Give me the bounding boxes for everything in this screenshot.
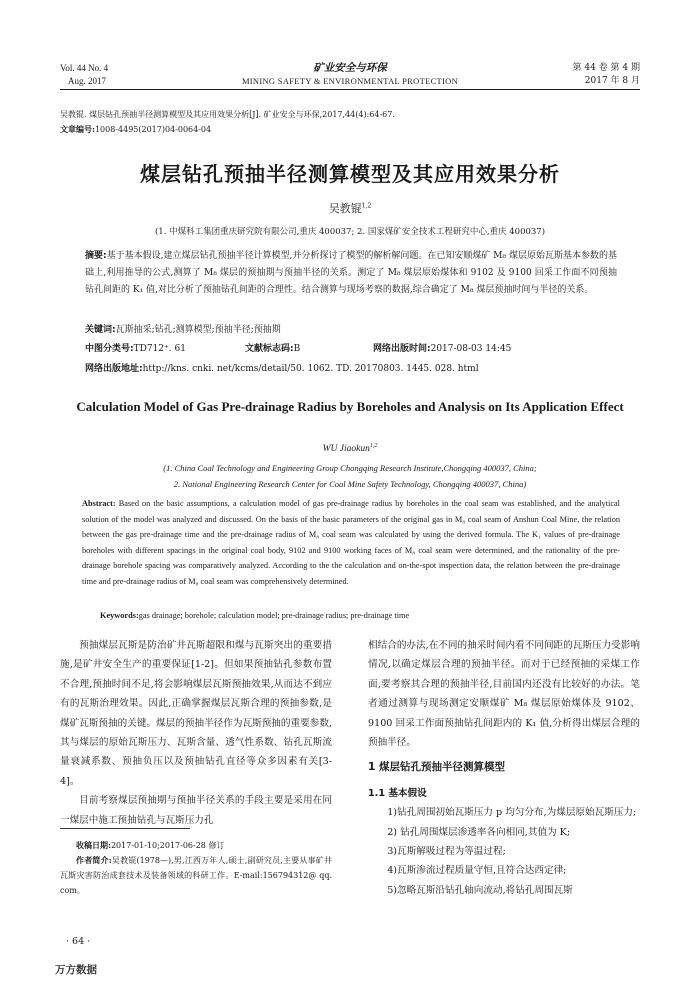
volume-issue-cn: 第 44 卷 第 4 期 xyxy=(572,63,640,73)
page-number: · 64 · xyxy=(66,936,91,947)
author-name-en: WU Jiaokun xyxy=(322,444,370,455)
keywords-cn-text: 瓦斯抽采;钻孔;测算模型;预抽半径;预抽期 xyxy=(115,325,281,335)
abstract-cn-label: 摘要: xyxy=(85,251,107,261)
body-column-right xyxy=(368,636,640,900)
volume-issue-en: Vol. 44 No. 4 xyxy=(60,63,109,73)
clc-label: 中图分类号: xyxy=(85,344,134,354)
footnote xyxy=(60,838,332,898)
received-dates: 2017-01-10;2017-06-28 修订 xyxy=(110,841,225,850)
assumption-item: 2) 钻孔周围煤层渗透率各向相同,其值为 K; xyxy=(387,826,571,838)
citation-reference: 吴教锟. 煤层钻孔预抽半径测算模型及其应用效果分析[J]. 矿业安全与环保,2017,44(4):64-67. xyxy=(60,110,395,119)
footnote-divider xyxy=(60,828,190,829)
abstract-en-text: Based on the basic assumptions, a calculation model of gas pre-drainage radius by boreholes in the coal seam was established, and the analytical solution of the model was analyzed and discussed. On the basis of the basic parameters of the original gas in M₈ coal seam of Anshun Coal Mine, the relation between the gas pre-drainage time and the pre-drainage radius of M₈ coal seam was calculated by using the derived formula. The K₁ values of pre-drainage boreholes with different spacings in the original coal body, 9102 and 9100 working faces of M₈ coal seam were determined, and the rationality of the pre-drainage borehole spacing was comparatively analyzed. According to the the calculation and on-the-spot inspection data, the relation between the pre-drainage time and pre-drainage radius of M₈ coal seam was comprehensively determined. xyxy=(82,499,620,586)
section-heading-1: 1 煤层钻孔预抽半径测算模型 xyxy=(368,761,505,774)
body-paragraph: 相结合的办法,在不同的抽采时间内看不同间距的瓦斯压力受影响情况,以确定煤层合理的预抽半径。而对于已经预抽的采煤工作面,要考察其合理的预抽半径,目前国内还没有比较好的办法。笔者通过测算与现场测定安顺煤矿 M₈ 煤层原始煤体及 9102、9100 回采工作面预抽钻孔间距内的 K₁ 值,分析得出煤层合理的预抽半径。 xyxy=(368,640,640,749)
date-en: Aug. 2017 xyxy=(68,76,106,86)
journal-title-en: MINING SAFETY & ENVIRONMENTAL PROTECTION xyxy=(241,76,459,86)
abstract-cn-text: 基于基本假设,建立煤层钻孔预抽半径计算模型,并分析探讨了模型的解析解问题。在已知安顺煤矿 M₈ 煤层原始瓦斯基本参数的基础上,利用推导的公式,测算了 M₈ 煤层的预抽期与预抽半径的关系。测定了 M₈ 煤层原始煤体和 9102 及 9100 回采工作面不同预抽钻孔间距的 K₁ 值,对比分析了预抽钻孔间距的合理性。结合测算与现场考察的数据,综合确定了 M₈ 煤层预抽时间与半径的关系。 xyxy=(85,251,617,295)
affiliation-cn: (1. 中煤科工集团重庆研究院有限公司,重庆 400037; 2. 国家煤矿安全技术工程研究中心,重庆 400037) xyxy=(154,227,546,237)
received-label: 收稿日期: xyxy=(76,840,111,850)
author-cn xyxy=(0,200,700,216)
clc-code: TD712⁺. 61 xyxy=(133,344,186,354)
doc-code-label: 文献标志码: xyxy=(245,344,294,354)
affiliation-en-line1: (1. China Coal Technology and Engineering Group Chongqing Research Institute,Chongqing 400037, China; xyxy=(163,463,537,473)
keywords-en-label: Keywords: xyxy=(100,611,139,620)
date-cn: 2017 年 8 月 xyxy=(584,76,640,86)
author-en xyxy=(0,443,700,454)
paper-title-cn: 煤层钻孔预抽半径测算模型及其应用效果分析 xyxy=(140,162,560,186)
affiliation-en xyxy=(80,460,620,492)
body-paragraph: 目前考察煤层预抽期与预抽半径关系的手段主要是采用在同一煤层中施工预抽钻孔与瓦斯压力孔 xyxy=(60,795,332,826)
author-bio xyxy=(60,853,332,898)
running-header xyxy=(60,58,640,90)
body-paragraph: 预抽煤层瓦斯是防治矿井瓦斯超限和煤与瓦斯突出的重要措施,是矿井安全生产的重要保证[1-2]。但如果预抽钻孔参数布置不合理,预抽时间不足,将会影响煤层瓦斯预抽效果,从而达不到应有的瓦斯治理效果。因此,正确掌握煤层瓦斯合理的预抽参数,是煤矿瓦斯预抽的关键。煤层的预抽半径作为瓦斯预抽的重要参数,其与煤层的原始瓦斯压力、瓦斯含量、透气性系数、钻孔瓦斯流量衰减系数、预抽负压以及预抽钻孔直径等众多因素有关[3-4]。 xyxy=(60,640,332,787)
journal-title-cn: 矿业安全与环保 xyxy=(313,62,387,74)
abstract-en xyxy=(82,496,620,589)
bio-label: 作者简介: xyxy=(76,855,112,865)
assumption-item: 3)瓦斯解吸过程为等温过程; xyxy=(387,846,506,858)
citation-block xyxy=(60,108,640,137)
keywords-en-text: gas drainage; borehole; calculation model; pre-drainage radius; pre-drainage time xyxy=(138,611,410,620)
affiliation-en-line2: 2. National Engineering Research Center for Coal Mine Safety Technology, Chongqing 400037, China) xyxy=(173,479,527,489)
pub-time: 2017-08-03 14:45 xyxy=(430,344,512,354)
body-column-left xyxy=(60,636,332,830)
doc-code: B xyxy=(293,344,301,354)
online-address-line xyxy=(85,361,617,377)
author-en-sup: 1,2 xyxy=(369,443,378,449)
article-number-line xyxy=(60,122,640,137)
classification-line xyxy=(85,341,617,357)
header-center xyxy=(60,62,640,88)
paper-title-en: Calculation Model of Gas Pre-drainage Radius by Boreholes and Analysis on Its Application Effect xyxy=(76,399,624,414)
online-url[interactable]: http://kns. cnki. net/kcms/detail/50. 1062. TD. 20170803. 1445. 028. html xyxy=(142,364,479,374)
keywords-cn xyxy=(85,322,617,338)
received-date xyxy=(60,838,332,853)
assumption-item: 5)忽略瓦斯沿钻孔轴向流动,将钻孔周围瓦斯 xyxy=(387,884,573,896)
abstract-en-label: Abstract: xyxy=(82,499,116,508)
author-name-cn: 吴教锟 xyxy=(328,202,362,215)
url-label: 网络出版地址: xyxy=(85,364,143,374)
article-number: 1008-4495(2017)04-0064-04 xyxy=(94,125,212,134)
keywords-en xyxy=(100,608,620,623)
abstract-cn xyxy=(85,248,617,299)
bio-text: 吴教锟(1978—),男,江西万年人,硕士,副研究员,主要从事矿井瓦斯灾害防治成套技术及装备领域的科研工作。E-mail:156794312@ qq. com。 xyxy=(60,856,332,895)
keywords-cn-label: 关键词: xyxy=(85,325,116,335)
assumption-item: 1)钻孔周围初始瓦斯压力 p 均匀分布,为煤层原始瓦斯压力; xyxy=(387,807,637,819)
section-heading-1-1: 1.1 基本假设 xyxy=(368,787,427,799)
watermark: 万方数据 xyxy=(55,964,97,976)
pub-time-label: 网络出版时间: xyxy=(373,344,431,354)
assumption-item: 4)瓦斯渗流过程质量守恒,且符合达西定律; xyxy=(387,865,567,877)
article-number-label: 文章编号: xyxy=(60,124,95,134)
header-right xyxy=(573,62,640,88)
author-affil-sup: 1,2 xyxy=(361,202,372,210)
